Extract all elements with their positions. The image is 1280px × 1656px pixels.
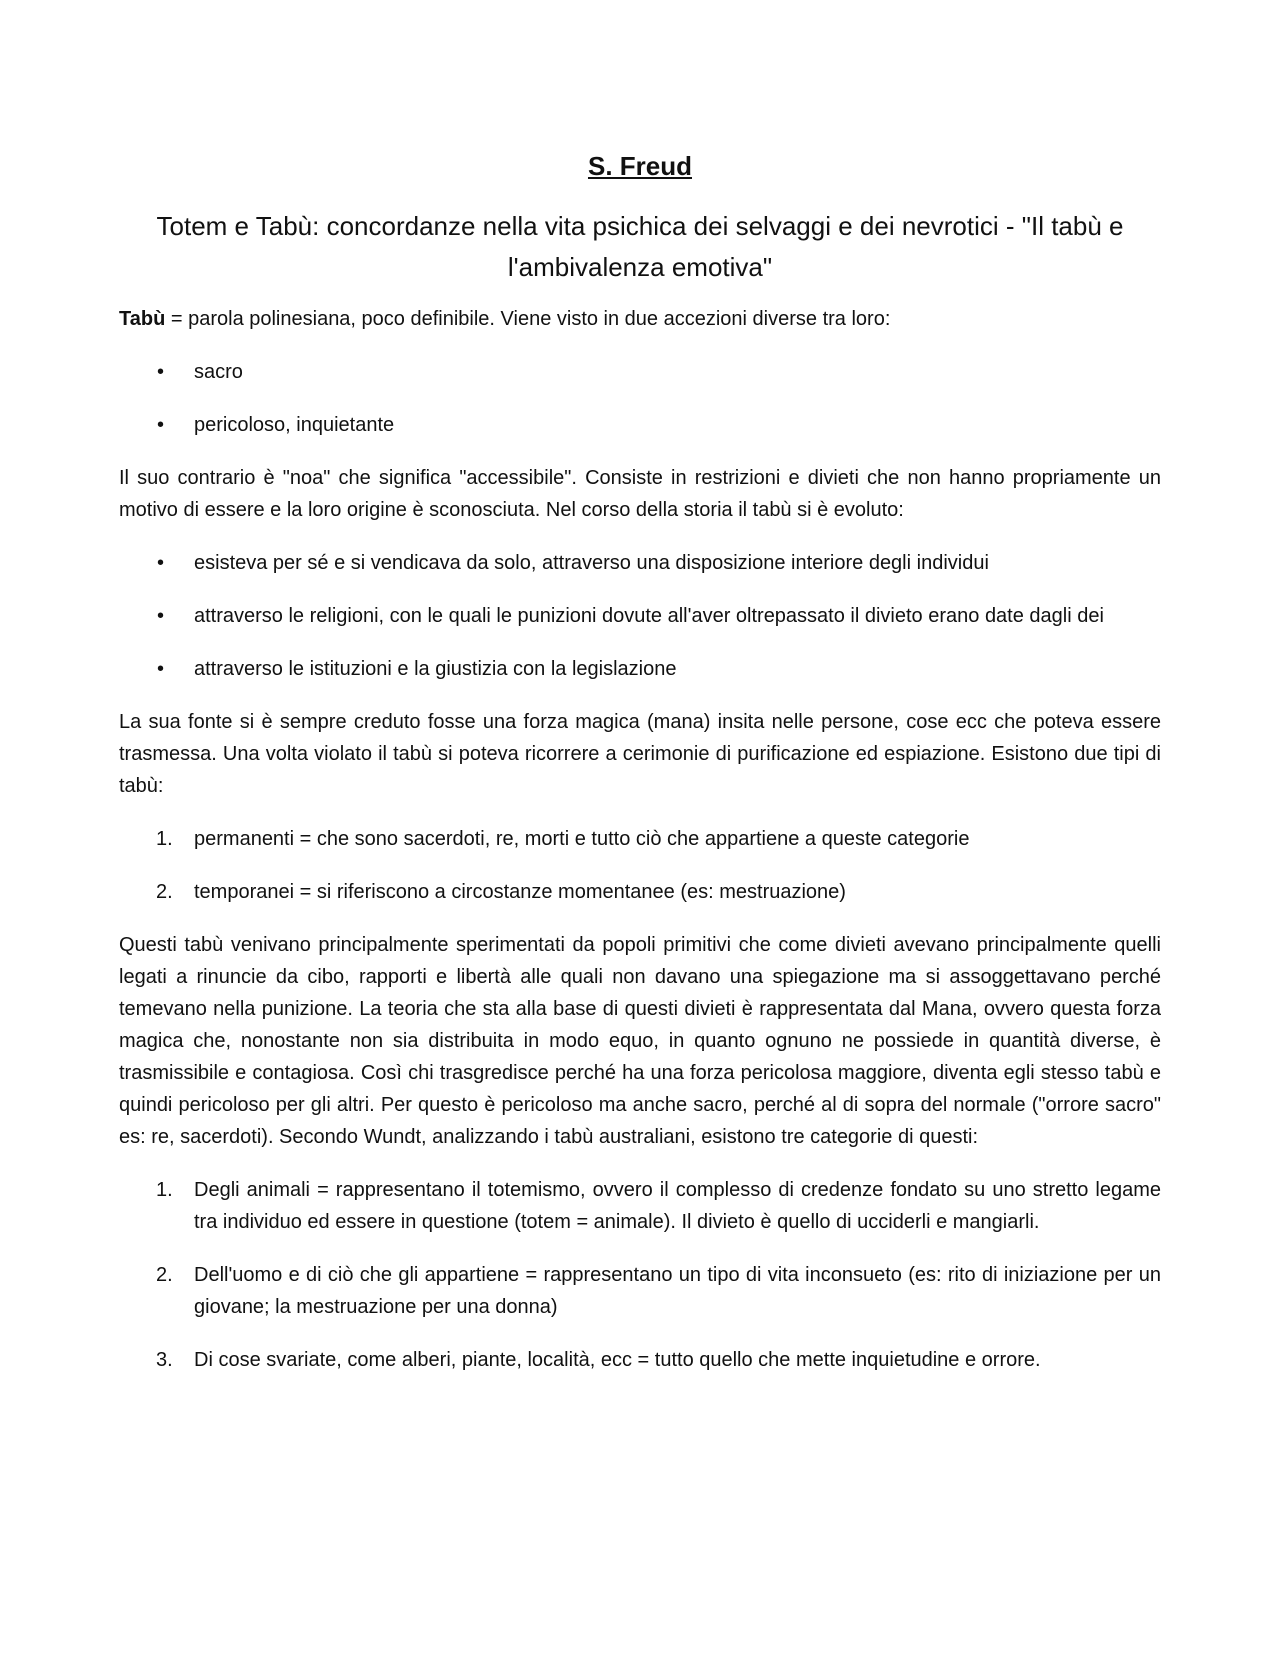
intro-text: = parola polinesiana, poco definibile. Viene visto in due accezioni diverse tra loro:: [165, 308, 891, 330]
evolution-list: [119, 547, 1161, 685]
list-item-text: pericoloso, inquietante: [194, 414, 395, 436]
list-item: [119, 1344, 1161, 1376]
categories-list: [119, 1174, 1161, 1376]
list-item: [119, 409, 1161, 441]
meanings-list: [119, 356, 1161, 441]
list-item: [119, 356, 1161, 388]
contrary-paragraph: Il suo contrario è "noa" che significa "accessibile". Consiste in restrizioni e divieti che non hanno propriamente un motivo di essere e la loro origine è sconosciuta. Nel corso della storia il tabù si è evoluto:: [119, 467, 1161, 521]
list-number: 1.: [156, 828, 173, 850]
intro-paragraph: [119, 303, 1161, 335]
bullet-icon: •: [157, 658, 165, 680]
list-item: [119, 823, 1161, 855]
bullet-icon: •: [157, 414, 165, 436]
list-item: [119, 547, 1161, 579]
author-heading: S. Freud: [587, 151, 692, 181]
list-item-text: attraverso le istituzioni e la giustizia con la legislazione: [194, 658, 677, 680]
bullet-icon: •: [157, 361, 165, 383]
list-item: [119, 876, 1161, 908]
list-item-text: esisteva per sé e si vendicava da solo, attraverso una disposizione interiore degli individui: [194, 552, 989, 574]
list-number: 2.: [156, 1264, 173, 1286]
bullet-icon: •: [157, 605, 165, 627]
primitive-paragraph: Questi tabù venivano principalmente sperimentati da popoli primitivi che come divieti avevano principalmente quelli legati a rinuncie da cibo, rapporti e libertà alle quali non davano una spiegazione ma si assoggettavano perché temevano nella punizione. La teoria che sta alla base di questi divieti è rappresentata dal Mana, ovvero questa forza magica che, nonostante non sia distribuita in modo equo, in quanto ognuno ne possiede in quantità diverse, è trasmissibile e contagiosa. Così chi trasgredisce perché ha una forza pericolosa maggiore, diventa egli stesso tabù e quindi pericoloso per gli altri. Per questo è pericoloso ma anche sacro, perché al di sopra del normale ("orrore sacro" es: re, sacerdoti). Secondo Wundt, analizzando i tabù australiani, esistono tre categorie di questi:: [119, 934, 1161, 1148]
list-item-text: Degli animali = rappresentano il totemismo, ovvero il complesso di credenze fondato su uno stretto legame tra individuo ed essere in questione (totem = animale). Il divieto è quello di ucciderli e mangiarli.: [194, 1179, 1161, 1233]
list-item-text: temporanei = si riferiscono a circostanze momentanee (es: mestruazione): [194, 881, 846, 903]
document-title: Totem e Tabù: concordanze nella vita psichica dei selvaggi e dei nevrotici - "Il tabù e l'ambivalenza emotiva": [156, 211, 1124, 282]
intro-term: Tabù: [119, 308, 166, 330]
list-item-text: Di cose svariate, come alberi, piante, località, ecc = tutto quello che mette inquietudine e orrore.: [194, 1349, 1041, 1371]
list-number: 2.: [156, 881, 173, 903]
list-item: [119, 1259, 1161, 1323]
list-item-text: permanenti = che sono sacerdoti, re, morti e tutto ciò che appartiene a queste categorie: [194, 828, 970, 850]
list-item: [119, 600, 1161, 632]
bullet-icon: •: [157, 552, 165, 574]
list-item-text: attraverso le religioni, con le quali le punizioni dovute all'aver oltrepassato il divieto erano date dagli dei: [194, 605, 1104, 627]
list-item: [119, 653, 1161, 685]
list-item: [119, 1174, 1161, 1238]
list-number: 3.: [156, 1349, 173, 1371]
source-paragraph: La sua fonte si è sempre creduto fosse una forza magica (mana) insita nelle persone, cose ecc che poteva essere trasmessa. Una volta violato il tabù si poteva ricorrere a cerimonie di purificazione ed espiazione. Esistono due tipi di tabù:: [119, 711, 1161, 797]
list-item-text: Dell'uomo e di ciò che gli appartiene = rappresentano un tipo di vita inconsueto (es: rito di iniziazione per un giovane; la mestruazione per una donna): [194, 1264, 1161, 1318]
types-list: [119, 823, 1161, 908]
list-item-text: sacro: [194, 361, 243, 383]
list-number: 1.: [156, 1179, 173, 1201]
